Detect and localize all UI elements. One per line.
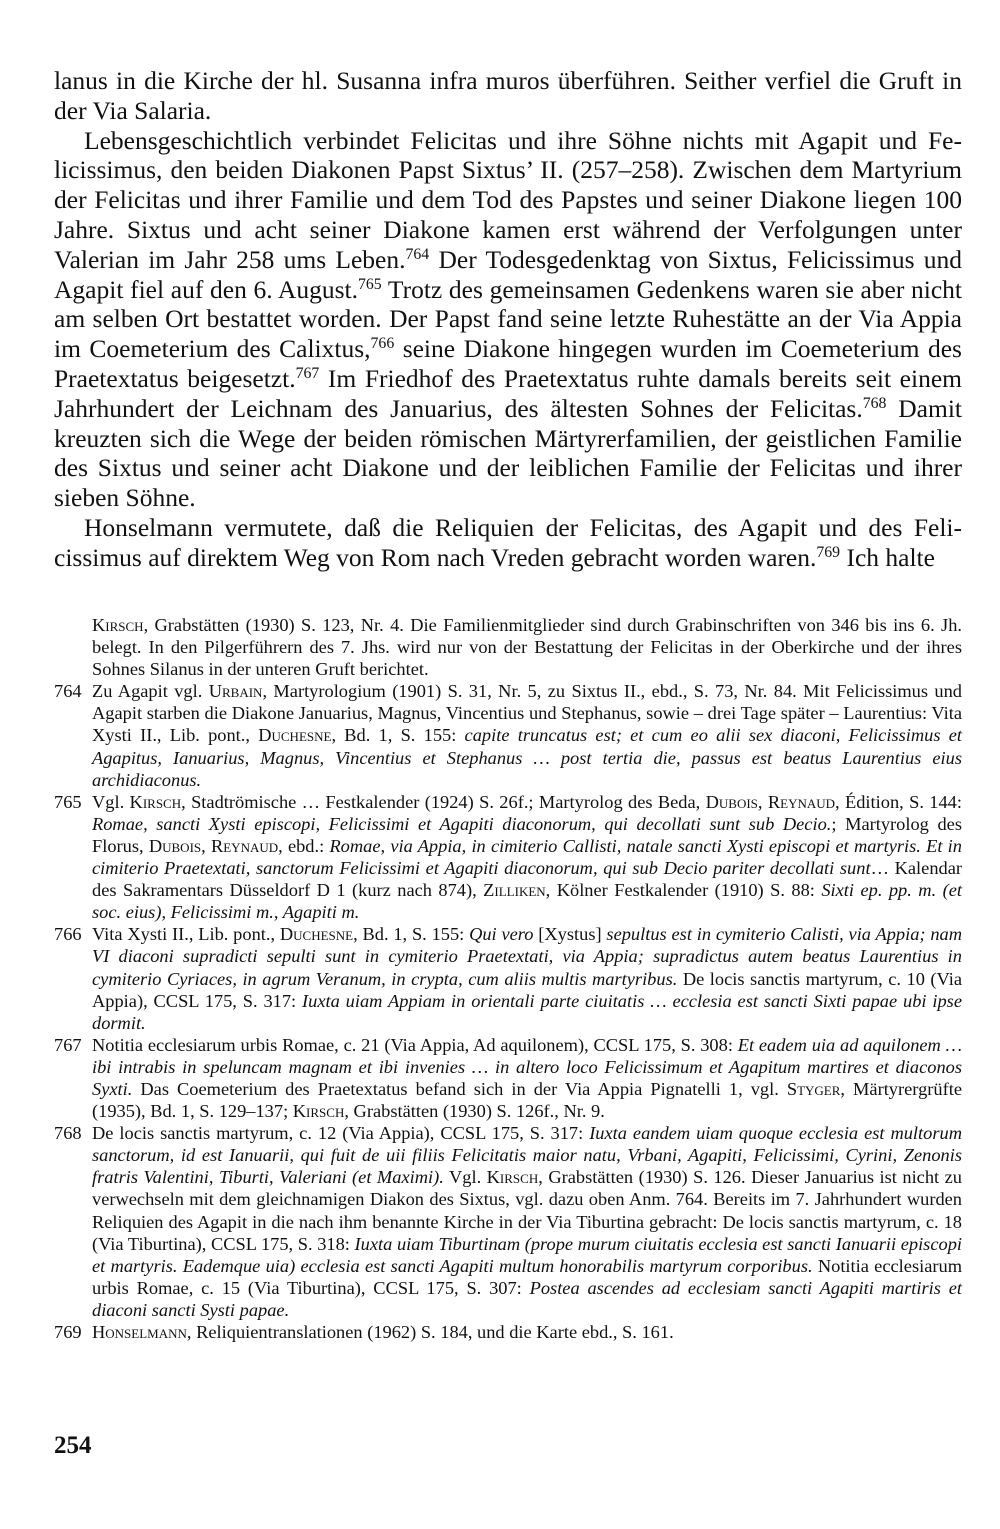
paragraph-3-text-a: Honselmann vermutete, daß die Reliquien der Felicitas, des Agapit und des Felicissimus auf direktem Weg von Rom nach Vreden gebracht worden waren. [54,512,962,572]
footnote-764 [54,680,962,790]
footnotes [54,614,962,1343]
paragraph-3-text-b: Ich halte [840,542,935,572]
footnote-text: , Grabstätten (1930) S. 126f., Nr. 9. [344,1101,605,1122]
paragraph-2-text-d: seine Diakone hingegen wurden im Coemeterium des Praetextatus beigesetzt. [54,334,962,393]
author-name: Zilliken [483,880,546,901]
footnote-text: , Kölner Festkalender (1910) S. 88: [545,880,822,901]
footnote-continuation [54,614,962,680]
author-name: Duchesne [279,924,354,945]
latin-quote: Et eadem uia ad aquilonem … ibi intrabis in speluncam magnam et ibi invenies … in altero loco Felicissimum et Agapitum martires et diaconos Syxti. [92,1034,962,1099]
footnote-text: Zu Agapit vgl. [92,681,209,702]
page-number: 254 [54,1432,92,1459]
author-name: Reynaud [210,835,279,856]
footnote-text: , [757,791,768,812]
footnote-text: , Grabstätten (1930) S. 123, Nr. 4. Die Familienmitglieder sind durch Grabinschriften von 346 bis ins 6. Jh. belegt. In den Pilgerführern des 7. Jhs. wird nur von der Bestattung der Felicitas in der Oberkirche und der ihres Sohnes Silanus in der unteren Gruft berichtet. [92,615,962,680]
footnote-ref-769[interactable]: 769 [816,544,841,562]
footnote-768 [54,1122,962,1321]
latin-quote: Qui vero [469,924,534,945]
paragraph-2-text-c: Trotz des gemeinsamen Gedenkens waren sie aber nicht am selben Ort bestattet worden. Der Papst fand seine letzte Ruhestätte an der Via Appia im Coemeterium des Calixtus, [54,274,962,364]
latin-quote: Iuxta uiam Tiburtinam (prope murum ciuitatis ecclesia est sancti Ianuarii episcopi et martyris. Eademque uia) ecclesia est sancti Agapiti multum honorabilis martyrum corporibus. [92,1233,962,1276]
footnote-text: Vita Xysti II., Lib. pont., [92,924,280,945]
footnote-text: Vgl. [92,791,130,812]
footnote-text: [Xystus] [533,924,607,945]
footnote-text: De locis sanctis martyrum, c. 10 (Via Appia), CCSL 175, S. 317: [92,968,962,1011]
latin-quote: Iuxta eandem uiam quoque ecclesia est multorum sanctorum, id est Ianuarii, qui fuit de uii filiis Felicitatis maior natu, Vrbani, Agapiti, Felicissimi, Cyrini, Zenonis fratris Valentini, Tiburti, Valeriani (et Maximi). [92,1123,962,1188]
author-name: Reynaud [767,791,836,812]
footnote-number: 764 [54,681,82,702]
footnote-text: ; Martyrolog des Florus, [92,813,962,856]
footnote-text: … Kalendar des Sakramentars Düsseldorf D 1 (kurz nach 874), [92,858,963,901]
footnote-767 [54,1034,962,1122]
footnote-ref-764[interactable]: 764 [405,246,430,264]
author-name: Dubois [705,791,758,812]
latin-quote: sepultus est in cymiterio Calisti, via Appia; nam VI diaconi supradicti sepulti sunt in cymiterio Praetextati, via Appia; supradictus autem beatus Laurentius in cymiterio Cyriaces, in agrum Veranum, in crypta, cum aliis multis martyribus. [92,924,962,989]
footnote-text: Notitia ecclesiarum urbis Romae, c. 15 (Via Tiburtina), CCSL 175, S. 307: [92,1255,962,1298]
footnote-text: , Reliquientranslationen (1962) S. 184, und die Karte ebd., S. 161. [186,1322,674,1342]
footnote-ref-767[interactable]: 767 [295,365,320,383]
author-name: Kirsch [292,1101,345,1122]
paragraph-3 [54,513,962,573]
footnote-text: Das Coemeterium des Praetextatus befand sich in der Via Appia Pignatelli 1, vgl. [132,1078,787,1099]
footnote-number: 766 [54,924,82,945]
footnote-number: 768 [54,1123,82,1144]
footnote-text: , Édition, S. 144: [835,791,962,812]
latin-quote: Romae, sancti Xysti episcopi, Felicissimi et Agapiti diaconorum, qui decollati sunt sub Decio. [92,813,832,834]
paragraph-2-text-b: Der Todesgedenktag von Sixtus, Felicissimus und Agapit fiel auf den 6. August. [54,244,962,304]
footnote-number: 769 [54,1322,82,1342]
main-text [54,66,962,573]
footnote-765 [54,791,962,924]
author-name: Styger [786,1078,841,1099]
footnote-text: , Grabstätten (1930) S. 126. Dieser Januarius ist nicht zu verwechseln mit dem gleichnamigen Diakon des Sixtus, vgl. dazu oben Anm. 764. Bereits im 7. Jahrhundert wurden Reliquien des Agapit in die nach ihm benannte Kirche in der Via Tiburtina gebracht: De locis sanctis martyrum, c. 18 (Via Tiburtina), CCSL 175, S. 318: [92,1167,962,1254]
footnote-text: , ebd.: [278,835,330,856]
footnote-text: , Stadtrömische … Festkalender (1924) S. 26f.; Martyrolog des Beda, [181,791,706,812]
footnote-ref-766[interactable]: 766 [370,335,395,353]
author-name: Duchesne [258,725,332,746]
footnote-text: Notitia ecclesiarum urbis Romae, c. 21 (Via Appia, Ad aquilonem), CCSL 175, S. 308: [92,1034,738,1055]
paragraph-2 [54,126,962,513]
latin-quote: Sixti ep. pp. m. (et soc. eius), Felicissimi m., Agapiti m. [92,880,963,923]
footnote-text: De locis sanctis martyrum, c. 12 (Via Appia), CCSL 175, S. 317: [92,1123,590,1144]
footnote-text: , Bd. 1, S. 155: [353,924,470,945]
footnote-ref-768[interactable]: 768 [862,395,887,413]
footnote-766 [54,923,962,1033]
author-name: Kirsch [92,615,144,635]
footnote-text: , Martyrologium (1901) S. 31, Nr. 5, zu Sixtus II., ebd., S. 73, Nr. 84. Mit Felicissimus und Agapit starben die Diakone Januarius, Magnus, Vincentius und Stephanus, sowie – drei Tage später – Laurentius: Vita Xysti II., Lib. pont., [92,681,962,746]
author-name: Kirsch [129,791,182,812]
footnote-ref-765[interactable]: 765 [357,275,382,293]
footnote-text: Vgl. [443,1167,487,1188]
paragraph-2-text-a: Lebensgeschichtlich verbindet Felicitas und ihre Söhne nichts mit Agapit und Felicissimus, den beiden Diakonen Papst Sixtus’ II. (257–258). Zwischen dem Martyrium der Felicitas und ihrer Familie und dem Tod des Papstes und seiner Diakone liegen 100 Jahre. Sixtus und acht seiner Diakone kamen erst während der Verfolgungen unter Valerian im Jahr 258 ums Leben. [54,125,962,274]
paragraph-1-text: lanus in die Kirche der hl. Susanna infra muros überführen. Seither verfiel die Gruft in der Via Salaria. [54,66,962,125]
paragraph-2-text-e: Im Friedhof des Praetextatus ruhte damals bereits seit einem Jahrhundert der Leichnam des Januarius, des ältesten Sohnes der Felicitas. [54,363,962,423]
paragraph-1 [54,66,962,126]
author-name: Honselmann [92,1322,187,1342]
footnote-text: , Bd. 1, S. 155: [331,725,465,746]
footnote-text: , [201,835,211,856]
latin-quote: Postea ascendes ad ecclesiam sancti Agapiti martiris et diaconi sancti Systi papae. [92,1277,962,1320]
latin-quote: Iuxta uiam Appiam in orientali parte ciuitatis … ecclesia est sancti Sixti papae ubi ipse dormit. [92,990,962,1033]
author-name: Urbain [208,681,263,702]
latin-quote: Romae, via Appia, in cimiterio Callisti, natale sancti Xysti episcopi et martyris. Et in cimiterio Praetextati, sanctorum Felicissimi et Agapiti diaconorum, qui sub Decio pariter decollati sunt [92,835,962,879]
latin-quote: capite truncatus est; et cum eo alii sex diaconi, Felicissimus et Agapitus, Ianuarius, Magnus, Vincentius et Stephanus … post tertia die, passus est beatus Laurentius eius archidiaconus. [92,725,962,790]
footnote-number: 767 [54,1034,82,1055]
footnote-number: 765 [54,791,82,812]
author-name: Kirsch [486,1167,539,1188]
author-name: Dubois [148,835,202,856]
footnote-769 [54,1321,962,1343]
footnote-text: , Märtyrergrüfte (1935), Bd. 1, S. 129–137; [92,1078,962,1122]
paragraph-2-text-f: Damit kreuzten sich die Wege der beiden römischen Märtyrerfamilien, der geistlichen Familie des Sixtus und seiner acht Diakone und der leiblichen Familie der Felicitas und ihrer sieben Söhne. [54,393,962,513]
